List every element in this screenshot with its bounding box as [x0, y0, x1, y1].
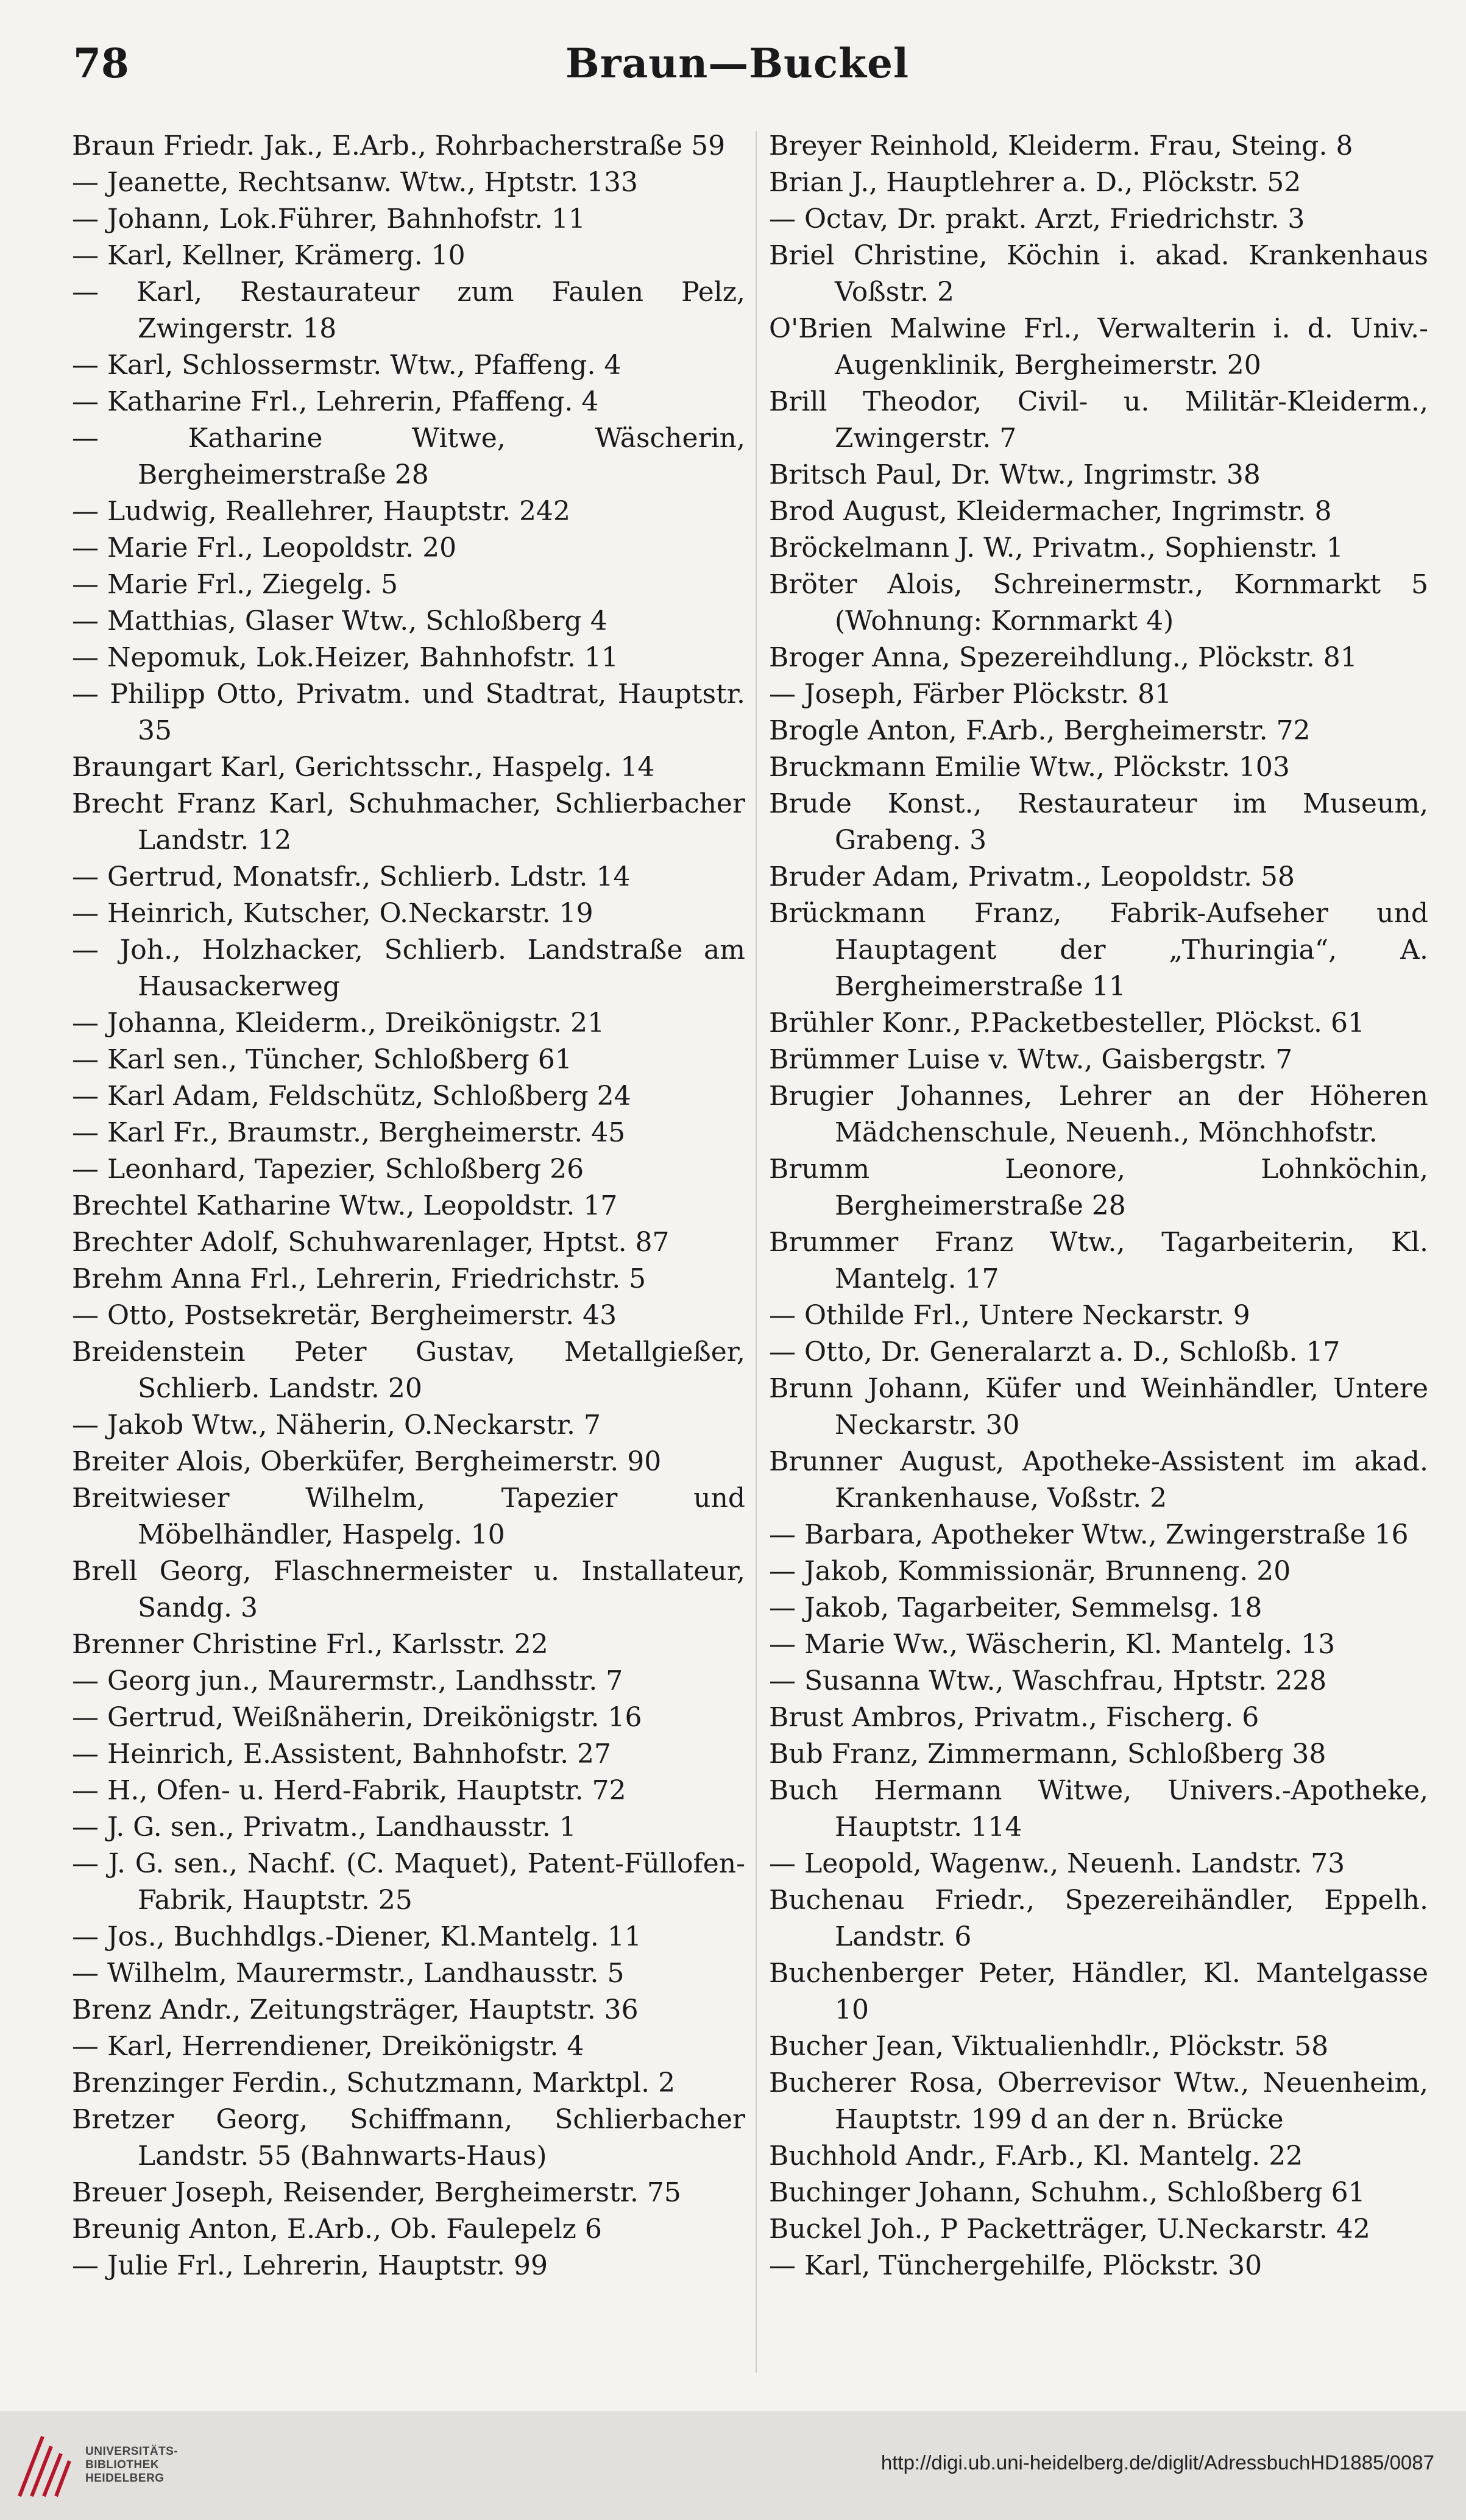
page-number: 78: [73, 40, 129, 87]
directory-entry: — Philipp Otto, Privatm. und Stadtrat, Hauptstr. 35: [72, 679, 745, 746]
directory-entry: Buckel Joh., P Packetträger, U.Neckarstr. 42: [769, 2214, 1370, 2245]
directory-entry: — Karl, Kellner, Krämerg. 10: [72, 240, 466, 271]
library-seal-icon: [13, 2429, 80, 2499]
directory-entry: — Otto, Dr. Generalarzt a. D., Schloßb. 17: [769, 1336, 1340, 1368]
directory-entry: Brian J., Hauptlehrer a. D., Plöckstr. 52: [769, 167, 1301, 198]
directory-entry: Brogle Anton, F.Arb., Bergheimerstr. 72: [769, 715, 1311, 746]
directory-entry: — Gertrud, Monatsfr., Schlierb. Ldstr. 14: [72, 861, 631, 892]
directory-entry: — Nepomuk, Lok.Heizer, Bahnhofstr. 11: [72, 642, 618, 673]
directory-entry: Bröckelmann J. W., Privatm., Sophienstr. 1: [769, 532, 1344, 563]
directory-entry: Breiter Alois, Oberküfer, Bergheimerstr. 90: [72, 1446, 662, 1477]
directory-entry: Brechtel Katharine Wtw., Leopoldstr. 17: [72, 1190, 618, 1221]
directory-entry: Brummer Franz Wtw., Tagarbeiterin, Kl. Mantelg. 17: [769, 1227, 1428, 1294]
directory-entry: Britsch Paul, Dr. Wtw., Ingrimstr. 38: [769, 459, 1261, 490]
directory-entry: O'Brien Malwine Frl., Verwalterin i. d. Univ.-Augenklinik, Bergheimerstr. 20: [769, 313, 1428, 381]
directory-entry: Brenner Christine Frl., Karlsstr. 22: [72, 1629, 548, 1660]
directory-entry: — Heinrich, Kutscher, O.Neckarstr. 19: [72, 898, 593, 929]
directory-entry: — J. G. sen., Nachf. (C. Maquet), Patent-Füllofen-Fabrik, Hauptstr. 25: [72, 1848, 745, 1916]
directory-entry: — Jakob, Kommissionär, Brunneng. 20: [769, 1556, 1291, 1587]
directory-entry: Bucher Jean, Viktualienhdlr., Plöckstr. 58: [769, 2031, 1329, 2062]
directory-entry: Brumm Leonore, Lohnköchin, Bergheimerstraße 28: [769, 1154, 1428, 1221]
directory-entry: Breuer Joseph, Reisender, Bergheimerstr. 75: [72, 2177, 681, 2208]
directory-entry: — Karl, Herrendiener, Dreikönigstr. 4: [72, 2031, 584, 2062]
directory-entry: Buchenau Friedr., Spezereihändler, Eppelh. Landstr. 6: [769, 1885, 1428, 1952]
library-name: [85, 2445, 178, 2485]
directory-entry: Brühler Konr., P.Packetbesteller, Plöckst. 61: [769, 1008, 1365, 1039]
directory-entry: — Johann, Lok.Führer, Bahnhofstr. 11: [72, 203, 586, 235]
directory-entry: Breidenstein Peter Gustav, Metallgießer, Schlierb. Landstr. 20: [72, 1336, 745, 1404]
source-url[interactable]: http://digi.ub.uni-heidelberg.de/diglit/AdressbuchHD1885/0087: [880, 2451, 1434, 2474]
directory-entry: Bruder Adam, Privatm., Leopoldstr. 58: [769, 861, 1295, 892]
directory-entry: — Karl, Schlossermstr. Wtw., Pfaffeng. 4: [72, 350, 621, 381]
directory-entry: Buch Hermann Witwe, Univers.-Apotheke, Hauptstr. 114: [769, 1775, 1428, 1843]
directory-entry: — Joseph, Färber Plöckstr. 81: [769, 679, 1172, 710]
directory-entry: — Wilhelm, Maurermstr., Landhausstr. 5: [72, 1958, 625, 1989]
directory-entry: — Katharine Witwe, Wäscherin, Bergheimerstraße 28: [72, 423, 745, 490]
directory-entry: Brenz Andr., Zeitungsträger, Hauptstr. 36: [72, 1994, 639, 2025]
directory-entry: Bröter Alois, Schreinermstr., Kornmarkt 5 (Wohnung: Kornmarkt 4): [769, 569, 1428, 637]
directory-entry: — Karl sen., Tüncher, Schloßberg 61: [72, 1044, 572, 1075]
directory-entry: Brückmann Franz, Fabrik-Aufseher und Hauptagent der „Thuringia“, A. Bergheimerstraße 11: [769, 898, 1428, 1002]
directory-entry: — Othilde Frl., Untere Neckarstr. 9: [769, 1300, 1250, 1331]
directory-entry: Brill Theodor, Civil- u. Militär-Kleiderm., Zwingerstr. 7: [769, 386, 1428, 454]
directory-entry: — H., Ofen- u. Herd-Fabrik, Hauptstr. 72: [72, 1775, 626, 1806]
directory-entry: — Karl Adam, Feldschütz, Schloßberg 24: [72, 1081, 631, 1112]
directory-entry: Brell Georg, Flaschnermeister u. Installateur, Sandg. 3: [72, 1556, 745, 1623]
directory-entry: Brenzinger Ferdin., Schutzmann, Marktpl. 2: [72, 2067, 676, 2098]
library-name-line: UNIVERSITÄTS-: [85, 2445, 179, 2458]
column-divider: [756, 131, 757, 2373]
directory-entry: Bucherer Rosa, Oberrevisor Wtw., Neuenheim, Hauptstr. 199 d an der n. Brücke: [769, 2067, 1428, 2135]
directory-entry: Breitwieser Wilhelm, Tapezier und Möbelhändler, Haspelg. 10: [72, 1483, 745, 1550]
directory-entry: — Marie Frl., Ziegelg. 5: [72, 569, 398, 600]
directory-entry: Brehm Anna Frl., Lehrerin, Friedrichstr. 5: [72, 1263, 646, 1294]
directory-entry: Briel Christine, Köchin i. akad. Krankenhaus Voßstr. 2: [769, 240, 1428, 308]
directory-entry: Brugier Johannes, Lehrer an der Höheren Mädchenschule, Neuenh., Mönchhofstr.: [769, 1081, 1428, 1148]
directory-entry: Brod August, Kleidermacher, Ingrimstr. 8: [769, 496, 1332, 527]
directory-entry: — Johanna, Kleiderm., Dreikönigstr. 21: [72, 1008, 605, 1039]
directory-entry: — Marie Ww., Wäscherin, Kl. Mantelg. 13: [769, 1629, 1336, 1660]
directory-entry: — Jakob Wtw., Näherin, O.Neckarstr. 7: [72, 1410, 601, 1441]
directory-entry: Breyer Reinhold, Kleiderm. Frau, Steing. 8: [769, 130, 1353, 161]
directory-column-right: [769, 128, 1428, 2376]
directory-entry: Braungart Karl, Gerichtsschr., Haspelg. 14: [72, 752, 655, 783]
running-head: Braun—Buckel: [565, 40, 910, 87]
directory-entry: — Heinrich, E.Assistent, Bahnhofstr. 27: [72, 1738, 612, 1770]
library-logo[interactable]: [13, 2429, 196, 2499]
directory-entry: — Jakob, Tagarbeiter, Semmelsg. 18: [769, 1592, 1262, 1623]
directory-entry: Buchinger Johann, Schuhm., Schloßberg 61: [769, 2177, 1365, 2208]
directory-column-left: [72, 128, 745, 2376]
directory-entry: — Leonhard, Tapezier, Schloßberg 26: [72, 1154, 584, 1185]
directory-entry: — Gertrud, Weißnäherin, Dreikönigstr. 16: [72, 1702, 642, 1733]
directory-entry: Brunner August, Apotheke-Assistent im akad. Krankenhause, Voßstr. 2: [769, 1446, 1428, 1514]
directory-entry: — Julie Frl., Lehrerin, Hauptstr. 99: [72, 2250, 548, 2281]
directory-entry: — Octav, Dr. prakt. Arzt, Friedrichstr. 3: [769, 203, 1305, 235]
directory-entry: — Marie Frl., Leopoldstr. 20: [72, 532, 457, 563]
directory-entry: Brude Konst., Restaurateur im Museum, Grabeng. 3: [769, 788, 1428, 856]
directory-entry: — Joh., Holzhacker, Schlierb. Landstraße am Hausackerweg: [72, 934, 745, 1002]
page-header: [73, 34, 1401, 101]
directory-entry: — Leopold, Wagenw., Neuenh. Landstr. 73: [769, 1848, 1345, 1879]
directory-entry: — Susanna Wtw., Waschfrau, Hptstr. 228: [769, 1665, 1327, 1696]
directory-entry: Buchenberger Peter, Händler, Kl. Mantelgasse 10: [769, 1958, 1428, 2025]
directory-entry: — Karl, Restaurateur zum Faulen Pelz, Zwingerstr. 18: [72, 277, 745, 344]
directory-entry: — Ludwig, Reallehrer, Hauptstr. 242: [72, 496, 570, 527]
directory-entry: — Karl Fr., Braumstr., Bergheimerstr. 45: [72, 1117, 626, 1148]
directory-entry: Buchhold Andr., F.Arb., Kl. Mantelg. 22: [769, 2141, 1303, 2172]
directory-entry: — Karl, Tünchergehilfe, Plöckstr. 30: [769, 2250, 1262, 2281]
directory-entry: Bub Franz, Zimmermann, Schloßberg 38: [769, 1738, 1326, 1770]
directory-entry: — Katharine Frl., Lehrerin, Pfaffeng. 4: [72, 386, 599, 417]
directory-entry: Brust Ambros, Privatm., Fischerg. 6: [769, 1702, 1259, 1733]
directory-entry: Brunn Johann, Küfer und Weinhändler, Untere Neckarstr. 30: [769, 1373, 1428, 1441]
directory-entry: Bretzer Georg, Schiffmann, Schlierbacher Landstr. 55 (Bahnwarts-Haus): [72, 2104, 745, 2172]
directory-entry: Bruckmann Emilie Wtw., Plöckstr. 103: [769, 752, 1290, 783]
directory-entry: Brechter Adolf, Schuhwarenlager, Hptst. 87: [72, 1227, 670, 1258]
directory-entry: — Georg jun., Maurermstr., Landhsstr. 7: [72, 1665, 623, 1696]
directory-entry: — Barbara, Apotheker Wtw., Zwingerstraße 16: [769, 1519, 1409, 1550]
directory-entry: — Jeanette, Rechtsanw. Wtw., Hptstr. 133: [72, 167, 638, 198]
directory-entry: — Jos., Buchhdlgs.-Diener, Kl.Mantelg. 11: [72, 1921, 642, 1952]
library-name-line: HEIDELBERG: [85, 2472, 165, 2485]
directory-entry: Braun Friedr. Jak., E.Arb., Rohrbacherstraße 59: [72, 130, 726, 161]
directory-entry: Brecht Franz Karl, Schuhmacher, Schlierbacher Landstr. 12: [72, 788, 745, 856]
directory-entry: Breunig Anton, E.Arb., Ob. Faulepelz 6: [72, 2214, 602, 2245]
directory-entry: Brümmer Luise v. Wtw., Gaisbergstr. 7: [769, 1044, 1293, 1075]
directory-entry: — Matthias, Glaser Wtw., Schloßberg 4: [72, 605, 607, 637]
footer-bar: [0, 2411, 1466, 2520]
directory-entry: Broger Anna, Spezereihdlung., Plöckstr. 81: [769, 642, 1358, 673]
directory-entry: — Otto, Postsekretär, Bergheimerstr. 43: [72, 1300, 617, 1331]
directory-entry: — J. G. sen., Privatm., Landhausstr. 1: [72, 1812, 576, 1843]
library-name-line: BIBLIOTHEK: [85, 2458, 160, 2471]
